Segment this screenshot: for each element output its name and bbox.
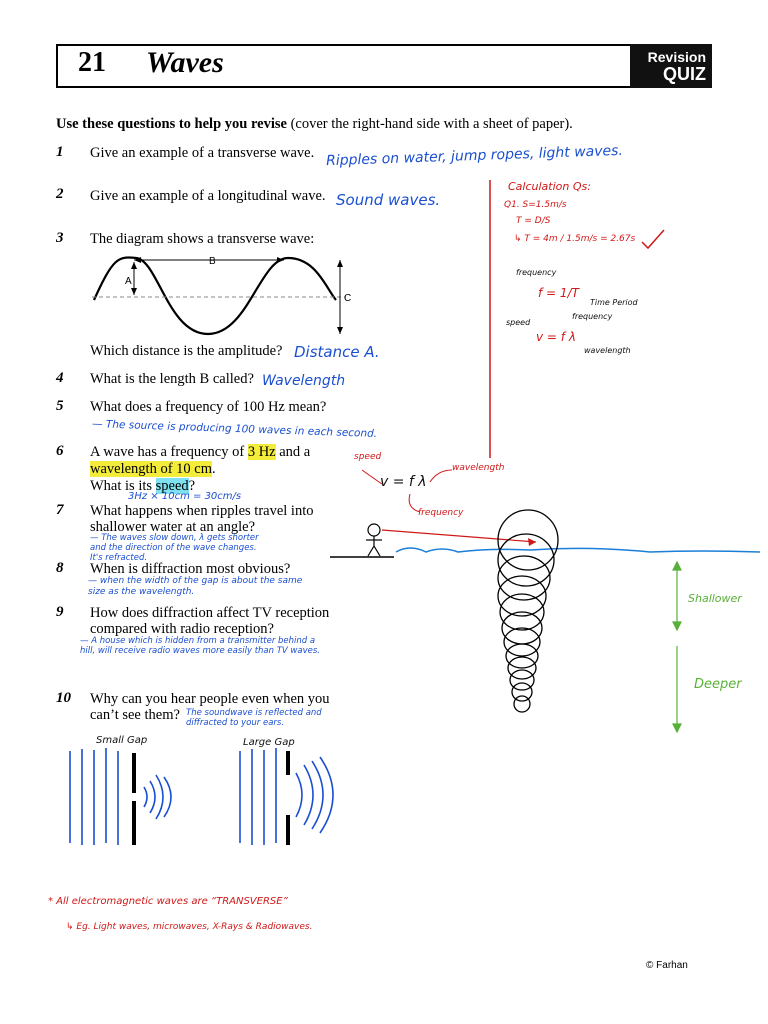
freq-label: frequency [516, 268, 557, 277]
q9-answer: — A house which is hidden from a transmitter behind a hill, will receive radio waves more easily than TV waves. [80, 636, 320, 656]
time-period-label: Time Period [590, 298, 638, 307]
frequency-label-3: frequency [418, 508, 464, 518]
q10-number: 10 [56, 690, 71, 706]
q1-number: 1 [56, 144, 64, 160]
wave-equation: v = f λ [536, 330, 576, 344]
freq-equation: f = 1/T [538, 286, 579, 300]
badge-line1: Revision [647, 49, 706, 65]
red-divider [488, 180, 492, 460]
q6-highlight-frequency: 3 Hz [247, 444, 276, 460]
water-surface [396, 548, 760, 552]
large-gap-label: Large Gap [243, 737, 295, 748]
q3-number: 3 [56, 230, 64, 246]
shallower-label: Shallower [688, 592, 742, 605]
q3-text2: Which distance is the amplitude? [90, 343, 283, 359]
q7-text: What happens when ripples travel into [90, 503, 314, 519]
footnote-line2: ↳ Eg. Light waves, microwaves, X-Rays & Radiowaves. [66, 922, 313, 932]
q1-answer: Ripples on water, jump ropes, light waves. [325, 142, 624, 170]
revision-quiz-badge [630, 44, 712, 88]
depth-arrows [673, 562, 681, 732]
wave-curve [94, 257, 336, 334]
footnote-line1: * All electromagnetic waves are “TRANSVERSE” [48, 896, 288, 907]
sight-line [382, 530, 536, 542]
q2-answer: Sound waves. [336, 191, 441, 209]
diffraction-diagrams [60, 745, 360, 855]
q7-text2: shallower water at an angle? [90, 519, 256, 535]
q2-text: Give an example of a longitudinal wave. [90, 188, 326, 204]
q8-text: When is diffraction most obvious? [90, 561, 291, 577]
q1-text: Give an example of a transverse wave. [90, 145, 315, 161]
q5-number: 5 [56, 398, 64, 414]
refraction-sketch [330, 500, 768, 740]
q6-text-c: . [212, 461, 216, 477]
q9-text2: compared with radio reception? [90, 621, 274, 637]
wavelength-label-1: wavelength [584, 346, 631, 355]
q8-number: 8 [56, 560, 64, 576]
ripple-spiral [498, 510, 558, 712]
badge-line2: QUIZ [663, 64, 706, 84]
wavelength-label-2: wavelength [452, 463, 505, 473]
q10-text2: can’t see them? [90, 707, 180, 723]
chapter-number: 21 [78, 47, 106, 78]
intro-rest: (cover the right-hand side with a sheet of paper). [286, 116, 573, 132]
calc-title: Calculation Qs: [508, 180, 591, 193]
label-c: C [344, 293, 352, 304]
calc-line1: Q1. S=1.5m/s [504, 200, 567, 210]
q7-answer: — The waves slow down, λ gets shorter and the direction of the wave changes. It's refracted. [90, 533, 259, 563]
q6-text-b: and a [275, 444, 311, 460]
q9-number: 9 [56, 604, 64, 620]
q6-highlight-speed: speed [155, 478, 189, 494]
q6-answer: 3Hz × 10cm = 30cm/s [128, 491, 242, 502]
q5-answer: — The source is producing 100 waves in each second. [91, 418, 378, 440]
intro-text [56, 116, 573, 133]
freq-label-2: frequency [572, 312, 613, 321]
q10-text: Why can you hear people even when you [90, 691, 330, 707]
deeper-label: Deeper [694, 677, 742, 692]
transverse-wave-diagram [88, 248, 368, 340]
calc-line3: ↳ T = 4m / 1.5m/s = 2.67s [514, 234, 636, 244]
small-gap-waves [70, 748, 171, 845]
q4-number: 4 [56, 370, 64, 386]
page-title: Waves [146, 46, 224, 79]
label-a: A [125, 276, 132, 287]
stick-figure [366, 524, 382, 556]
q3-text: The diagram shows a transverse wave: [90, 231, 315, 247]
q6-highlight-wavelength: wavelength of 10 cm [90, 461, 213, 477]
speed-label-2: speed [354, 452, 382, 462]
q6-text [90, 444, 310, 495]
q4-text: What is the length B called? [90, 371, 254, 387]
q6-text-a: A wave has a frequency of [90, 444, 248, 460]
q6-number: 6 [56, 443, 64, 459]
small-gap-label: Small Gap [96, 735, 148, 746]
q6-text-e: ? [188, 478, 196, 494]
label-b: B [209, 256, 216, 267]
speed-label-1: speed [506, 318, 531, 327]
q5-text: What does a frequency of 100 Hz mean? [90, 399, 327, 415]
tick-mark [640, 228, 666, 250]
q7-number: 7 [56, 502, 64, 518]
q9-text: How does diffraction affect TV reception [90, 605, 330, 621]
mid-wave-equation: v = f λ [380, 474, 427, 490]
q6-text-d: What is its [90, 478, 156, 494]
q10-answer: The soundwave is reflected and diffracted to your ears. [186, 708, 322, 728]
copyright: © Farhan [646, 960, 688, 971]
q4-answer: Wavelength [262, 373, 346, 389]
intro-bold: Use these questions to help you revise [56, 116, 287, 132]
q3-answer: Distance A. [294, 343, 380, 361]
q8-answer: — when the width of the gap is about the same size as the wavelength. [88, 576, 303, 597]
q2-number: 2 [56, 186, 64, 202]
calc-line2: T = D/S [516, 216, 551, 226]
